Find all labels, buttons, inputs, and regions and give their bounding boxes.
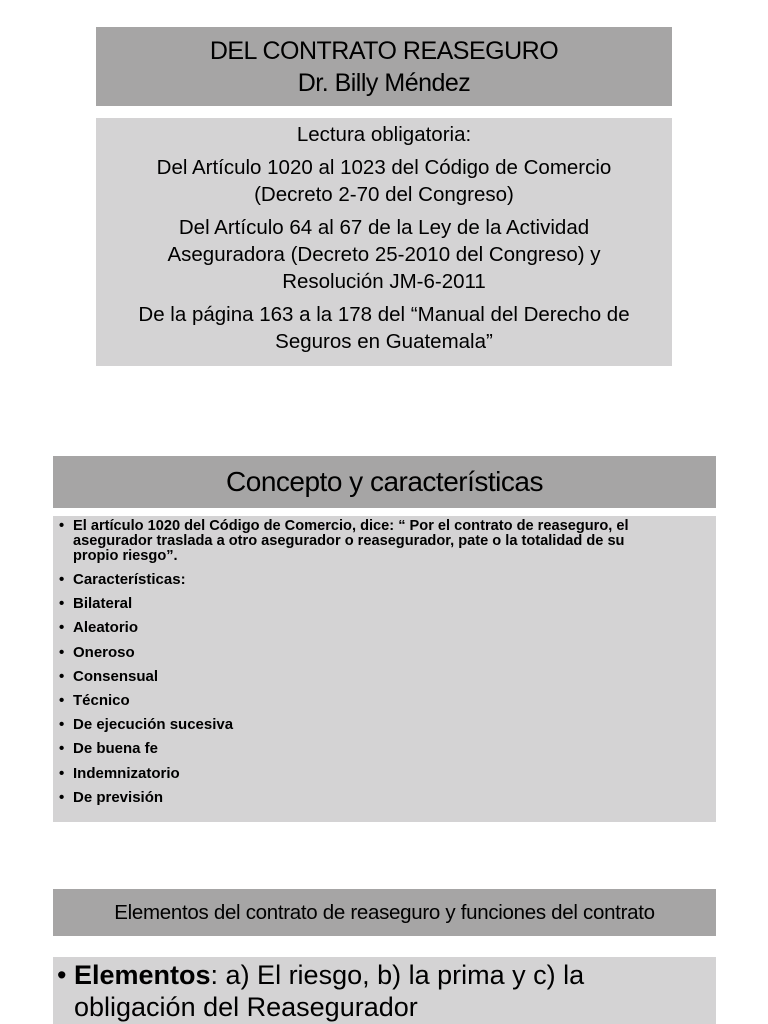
slide1-title-box: [96, 27, 672, 106]
slide1-paragraph-1: [96, 154, 672, 208]
list-item: • De previsión: [57, 789, 706, 806]
elements-label: Elementos: [74, 960, 211, 990]
slide1-p1-line2: (Decreto 2-70 del Congreso): [254, 183, 514, 206]
elements-bullet: [57, 959, 706, 1023]
list-item: • Indemnizatorio: [57, 765, 706, 782]
list-item: • Bilateral: [57, 595, 706, 612]
slide1-title: DEL CONTRATO REASEGURO: [209, 37, 559, 65]
slide2-body: [53, 516, 716, 822]
list-item: • Aleatorio: [57, 619, 706, 636]
list-item: • Técnico: [57, 692, 706, 709]
elements-text-line2: obligación del Reasegurador: [74, 992, 418, 1022]
list-item-definition: [57, 519, 706, 564]
list-item: • Oneroso: [57, 644, 706, 661]
slide1-p3-line1: De la página 163 a la 178 del “Manual del Derecho de: [138, 303, 630, 326]
slide1-paragraph-2: [96, 214, 672, 295]
definition-line1: El artículo 1020 del Código de Comercio, dice: “ Por el contrato de reaseguro, el: [73, 518, 629, 534]
slide3-title: Elementos del contrato de reaseguro y funciones del contrato: [53, 889, 716, 936]
slide1-author: Dr. Billy Méndez: [297, 69, 471, 97]
definition-line3: propio riesgo”.: [73, 548, 178, 564]
slide1-body: [96, 118, 672, 366]
elements-text-line1: : a) El riesgo, b) la prima y c) la: [210, 960, 585, 990]
slide1-paragraph-3: [96, 301, 672, 355]
slide1-heading: Lectura obligatoria:: [296, 123, 472, 146]
slide1-p2-line2: Aseguradora (Decreto 25-2010 del Congreso) y: [167, 243, 601, 266]
list-item: • Consensual: [57, 668, 706, 685]
characteristics-list: [57, 519, 706, 806]
slide1-p3-line2: Seguros en Guatemala”: [275, 330, 493, 353]
list-item: • De ejecución sucesiva: [57, 716, 706, 733]
slide1-p2-line1: Del Artículo 64 al 67 de la Ley de la Actividad: [178, 216, 590, 239]
list-item: • Características:: [57, 571, 706, 588]
list-item: • De buena fe: [57, 740, 706, 757]
slide1-p2-line3: Resolución JM-6-2011: [282, 270, 486, 293]
slide3-body: [53, 957, 716, 1024]
definition-line2: asegurador traslada a otro asegurador o reasegurador, pate o la totalidad de su: [73, 533, 625, 549]
slide2-title: Concepto y características: [53, 456, 716, 508]
slide1-p1-line1: Del Artículo 1020 al 1023 del Código de Comercio: [156, 156, 612, 179]
